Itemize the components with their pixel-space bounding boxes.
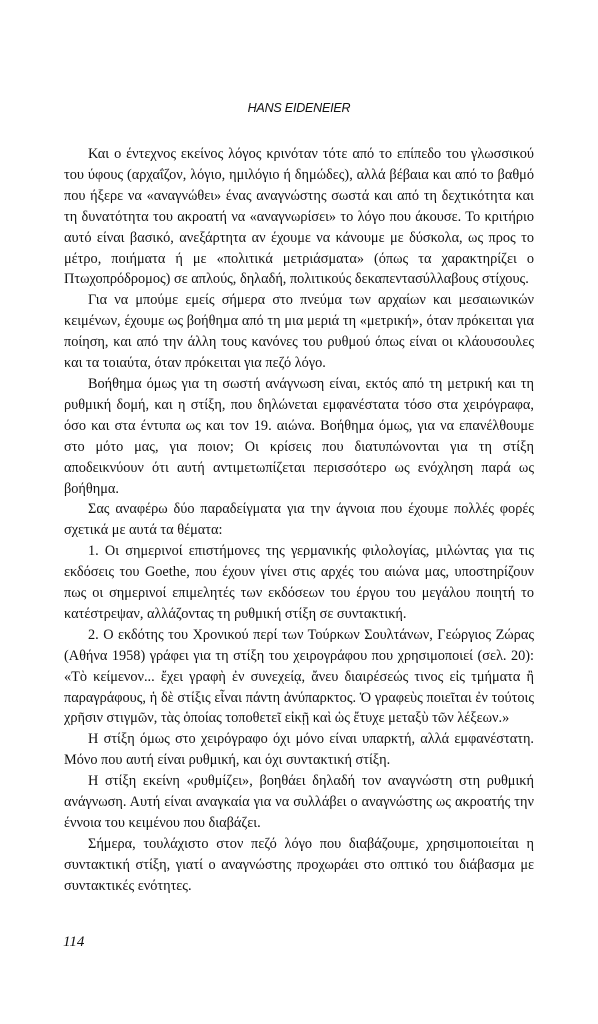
running-head: HANS EIDENEIER bbox=[247, 101, 351, 115]
paragraph: Σήμερα, τουλάχιστο στον πεζό λόγο που διαβάζουμε, χρησιμοποιείται η συντακτική στίξη, γιατί ο αναγνώστης προχωράει στο οπτικό του διάβασμα με συντακτικές ενότητες. bbox=[64, 835, 534, 894]
paragraph: Η στίξη όμως στο χειρόγραφο όχι μόνο είναι υπαρκτή, αλλά εμφανέστατη. Μόνο που αυτή είναι ρυθμική, και όχι συντακτική στίξη. bbox=[64, 731, 534, 769]
body-text bbox=[64, 144, 534, 897]
paragraph: 2. Ο εκδότης του Χρονικού περί των Τούρκων Σουλτάνων, Γεώργιος Ζώρας (Αθήνα 1958) γράφει για τη στίξη του χειρογράφου που χρησιμοποιεί (σελ. 20): «Τὸ κείμενον... ἔχει γραφὴ ἐν συνεχείᾳ, ἄνευ διαιρέσεώς τινος εἰς τμήματα ἢ παραγράφους, ἡ δὲ στίξις εἶναι πάντη ἀνύπαρκτος. Ὁ γραφεὺς ποιεῖται ἐν τούτοις χρῆσιν στιγμῶν, τὰς ὁποίας τοποθετεῖ εἰκῇ καὶ ὡς ἔτυχε μεταξὺ τῶν λέξεων.» bbox=[64, 626, 534, 727]
paragraph: Βοήθημα όμως για τη σωστή ανάγνωση είναι, εκτός από τη μετρική και τη ρυθμική δομή, και η στίξη, που δηλώνεται εμφανέστατα τόσο στα χειρόγραφα, όσο και στα έντυπα ως και τον 19. αιώνα. Βοήθημα όμως, για να επανέλθουμε στο μότο μας, για ποιον; Οι κρίσεις που διατυπώνονται για τη στίξη αποδεικνύουν ότι αυτή αντιμετωπίζεται περισσότερο ως ενόχληση παρά ως βοήθημα. bbox=[64, 375, 534, 497]
paragraph: Σας αναφέρω δύο παραδείγματα για την άγνοια που έχουμε πολλές φορές σχετικά με αυτά τα θέματα: bbox=[64, 501, 534, 539]
page-number: 114 bbox=[63, 934, 85, 950]
paragraph: Και ο έντεχνος εκείνος λόγος κρινόταν τότε από το επίπεδο του γλωσσικού του ύφους (αρχαΐζον, λόγιο, ημιλόγιο ή δημώδες), αλλά βέβαια και από το βαθμό που ήξερε να «αναγνώθει» ένας αναγνώστης σωστά και από τη δεχτικότητα και τη δυνατότητα του ακροατή να «αναγνωρίσει» το λόγο που άκουσε. Το κριτήριο αυτό είναι βασικό, ανεξάρτητα αν έχουμε να κάνουμε με δύσκολα, ως προς το μέτρο, ποιήματα ή με «πολιτικά μετριάσματα» (όπως τα χαρακτηρίζει ο Πτωχοπρόδρομος) σε απλούς, δηλαδή, πολιτικούς δεκαπεντασύλλαβους στίχους. bbox=[64, 146, 534, 288]
paragraph: 1. Οι σημερινοί επιστήμονες της γερμανικής φιλολογίας, μιλώντας για τις εκδόσεις του Goethe, που έχουν γίνει στις αρχές του αιώνα μας, υποστηρίζουν πως οι σημερινοί επιμελητές των εκδόσεων του έργου του μεγάλου ποιητή το κατέστρεψαν, αλλάζοντας τη ρυθμική στίξη σε συντακτική. bbox=[64, 543, 534, 622]
paragraph: Η στίξη εκείνη «ρυθμίζει», βοηθάει δηλαδή τον αναγνώστη στη ρυθμική ανάγνωση. Αυτή είναι αναγκαία για να συλλάβει ο αναγνώστης ως ακροατής την έννοια του κειμένου που διαβάζει. bbox=[64, 773, 534, 831]
paragraph: Για να μπούμε εμείς σήμερα στο πνεύμα των αρχαίων και μεσαιωνικών κειμένων, έχουμε ως βοήθημα από τη μια μεριά τη «μετρική», όταν πρόκειται για ποίηση, και από την άλλη τους κανόνες του ρυθμού όπως είναι οι κλάουσουλες και τα τοιαύτα, όταν πρόκειται για πεζό λόγο. bbox=[64, 292, 534, 372]
